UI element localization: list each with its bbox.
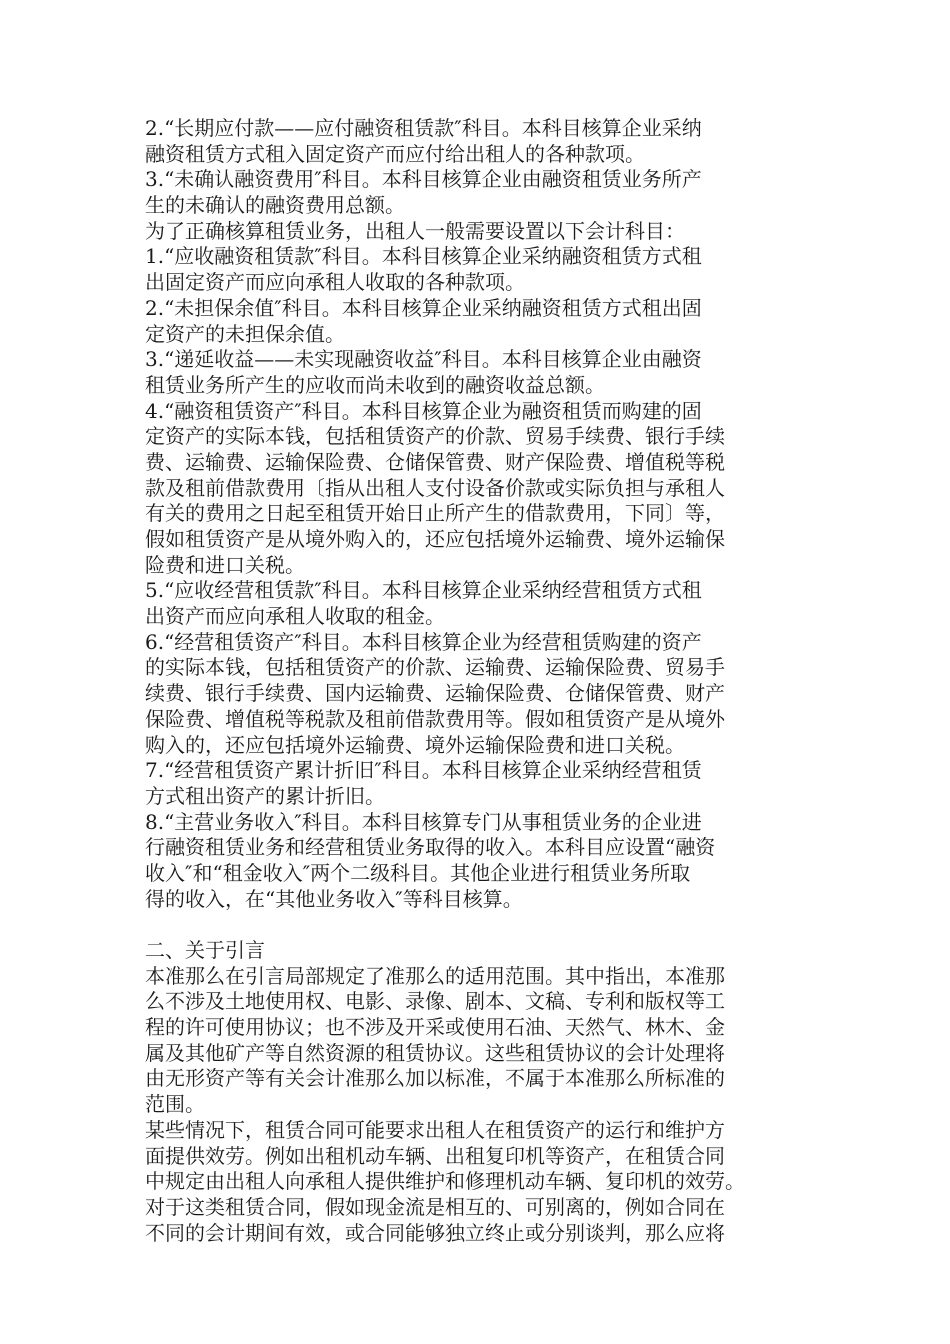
text-line: 中规定由出租人向承租人提供维护和修理机动车辆、复印机的效劳。: [145, 1169, 745, 1194]
text-line: 5.“应收经营租赁款″科目。本科目核算企业采纳经营租赁方式租: [145, 578, 702, 603]
text-line: 得的收入，在“其他业务收入″等科目核算。: [145, 886, 523, 911]
text-line: 本准那么在引言局部规定了准那么的适用范围。其中指出，本准那: [145, 963, 725, 988]
text-line: 3.“递延收益——未实现融资收益″科目。本科目核算企业由融资: [145, 347, 702, 372]
text-line: 行融资租赁业务和经营租赁业务取得的收入。本科目应设置“融资: [145, 835, 716, 860]
text-line: 融资租赁方式租入固定资产而应付给出租人的各种款项。: [145, 141, 645, 166]
text-line: 险费和进口关税。: [145, 552, 305, 577]
text-line: 购入的，还应包括境外运输费、境外运输保险费和进口关税。: [145, 732, 685, 757]
text-line: 方式租出资产的累计折旧。: [145, 783, 385, 808]
text-line: 为了正确核算租赁业务，出租人一般需要设置以下会计科目：: [145, 218, 685, 243]
blank-line: [145, 912, 805, 938]
text-line: 款及租前借款费用〔指从出租人支付设备价款或实际负担与承租人: [145, 475, 725, 500]
text-line: 续费、银行手续费、国内运输费、运输保险费、仓储保管费、财产: [145, 681, 725, 706]
document-page: [145, 116, 805, 1246]
text-line: 1.“应收融资租赁款″科目。本科目核算企业采纳融资租赁方式租: [145, 244, 702, 269]
text-line: 生的未确认的融资费用总额。: [145, 193, 405, 218]
text-line: 定资产的实际本钱，包括租赁资产的价款、贸易手续费、银行手续: [145, 424, 725, 449]
text-line: 么不涉及土地使用权、电影、录像、剧本、文稿、专利和版权等工: [145, 989, 725, 1014]
section-heading: 二、关于引言: [145, 938, 265, 962]
text-line: 某些情况下，租赁合同可能要求出租人在租赁资产的运行和维护方: [145, 1117, 725, 1142]
text-line: 2.“长期应付款——应付融资租赁款″科目。本科目核算企业采纳: [145, 116, 702, 140]
text-line: 3.“未确认融资费用″科目。本科目核算企业由融资租赁业务所产: [145, 167, 702, 192]
text-line: 由无形资产等有关会计准那么加以标准，不属于本准那么所标准的: [145, 1066, 725, 1091]
paragraph-block-introduction: [145, 964, 805, 1247]
text-line: 6.“经营租赁资产″科目。本科目核算企业为经营租赁购建的资产: [145, 629, 702, 654]
text-line: 范围。: [145, 1092, 205, 1117]
text-line: 费、运输费、运输保险费、仓储保管费、财产保险费、增值税等税: [145, 449, 725, 474]
text-line: 假如租赁资产是从境外购入的，还应包括境外运输费、境外运输保: [145, 527, 725, 551]
text-line: 属及其他矿产等自然资源的租赁协议。这些租赁协议的会计处理将: [145, 1040, 725, 1065]
text-line: 对于这类租赁合同，假如现金流是相互的、可别离的，例如合同在: [145, 1194, 725, 1219]
text-line: 不同的会计期间有效，或合同能够独立终止或分别谈判，那么应将: [145, 1220, 725, 1245]
text-line: 收入″和“租金收入″两个二级科目。其他企业进行租赁业务所取: [145, 860, 691, 885]
text-line: 2.“未担保余值″科目。本科目核算企业采纳融资租赁方式租出固: [145, 295, 702, 320]
paragraph-block-accounts: [145, 116, 805, 912]
text-line: 租赁业务所产生的应收而尚未收到的融资收益总额。: [145, 372, 605, 397]
text-line: 的实际本钱，包括租赁资产的价款、运输费、运输保险费、贸易手: [145, 655, 725, 680]
text-line: 有关的费用之日起至租赁开始日止所产生的借款费用，下同〕等，: [145, 501, 725, 526]
text-line: 保险费、增值税等税款及租前借款费用等。假如租赁资产是从境外: [145, 706, 725, 731]
text-line: 出资产而应向承租人收取的租金。: [145, 604, 445, 629]
text-line: 面提供效劳。例如出租机动车辆、出租复印机等资产，在租赁合同: [145, 1143, 725, 1168]
text-line: 4.“融资租赁资产″科目。本科目核算企业为融资租赁而购建的固: [145, 398, 702, 423]
text-line: 定资产的未担保余值。: [145, 321, 345, 346]
text-line: 程的许可使用协议；也不涉及开采或使用石油、天然气、林木、金: [145, 1015, 725, 1040]
text-line: 8.“主营业务收入″科目。本科目核算专门从事租赁业务的企业进: [145, 809, 702, 834]
text-line: 出固定资产而应向承租人收取的各种款项。: [145, 270, 525, 295]
text-line: 7.“经营租赁资产累计折旧″科目。本科目核算企业采纳经营租赁: [145, 758, 702, 783]
